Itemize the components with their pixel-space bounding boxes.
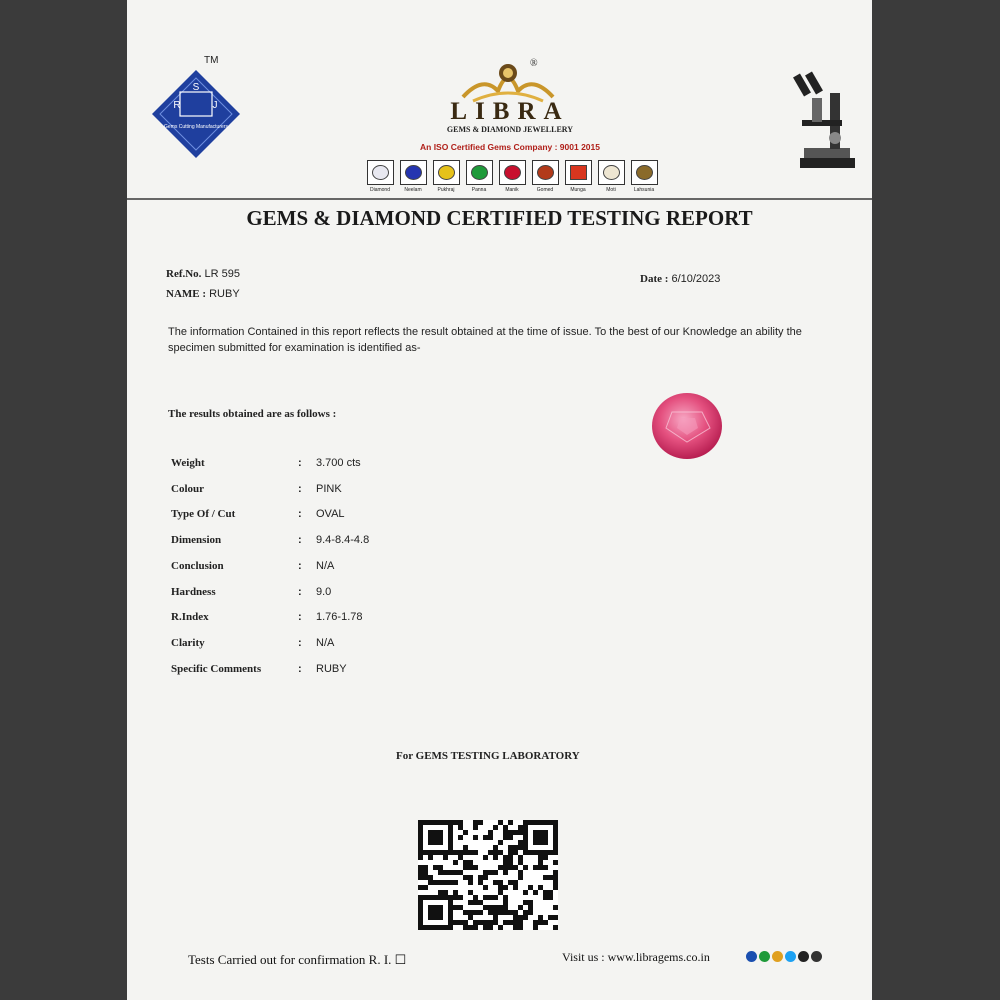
- date-value: 6/10/2023: [671, 273, 721, 285]
- website-link[interactable]: Visit us : www.libragems.co.in: [562, 950, 710, 964]
- srj-logo: [150, 68, 242, 160]
- result-row: [171, 663, 571, 683]
- info-paragraph: The information Contained in this report reflects the result obtained at the time of issue. To the best of our Knowledge an ability the specimen submitted for examination is identified as-: [168, 326, 802, 354]
- gem-label: Pukhraj: [437, 187, 455, 193]
- srj-letter: J: [212, 100, 218, 111]
- gem-item: [497, 160, 527, 193]
- registered-mark: ®: [530, 58, 538, 69]
- results-heading: The results obtained are as follows :: [168, 408, 337, 420]
- social-icon[interactable]: [746, 951, 757, 962]
- date-label: Date :: [640, 273, 669, 285]
- gem-item: [530, 160, 560, 193]
- brand-name: LIBRA: [450, 98, 570, 125]
- result-colon: :: [298, 559, 302, 572]
- result-label: R.Index: [171, 611, 209, 624]
- gem-item: [563, 160, 593, 193]
- result-colon: :: [298, 457, 302, 469]
- gem-item: [464, 160, 494, 193]
- gem-icons-row: [365, 160, 659, 193]
- gem-label: Diamond: [369, 187, 390, 193]
- srj-letter: S: [192, 82, 200, 93]
- qr-code: [418, 820, 558, 930]
- result-colon: :: [298, 662, 302, 675]
- brand-subtitle: GEMS & DIAMOND JEWELLERY: [446, 125, 574, 134]
- gem-swatch-icon: [565, 160, 592, 185]
- result-row: [171, 508, 571, 528]
- result-row: [171, 586, 571, 606]
- ref-value: LR 595: [204, 268, 240, 280]
- srj-tagline: Gems Cutting Manufacturers: [164, 124, 228, 130]
- result-colon: :: [298, 585, 302, 598]
- social-icon[interactable]: [785, 951, 796, 962]
- result-row: [171, 457, 571, 477]
- social-icon[interactable]: [759, 951, 770, 962]
- name-label: NAME :: [166, 288, 207, 300]
- result-value: 9.4-8.4-4.8: [316, 534, 370, 547]
- srj-letter: R: [173, 100, 181, 111]
- gem-label: Neelam: [404, 187, 422, 193]
- ref-number: [166, 268, 240, 280]
- result-row: [171, 611, 571, 631]
- gem-swatch-icon: [499, 160, 526, 185]
- social-icon[interactable]: [798, 951, 809, 962]
- name-value: RUBY: [209, 288, 240, 300]
- result-label: Conclusion: [171, 559, 224, 572]
- gem-item: [431, 160, 461, 193]
- result-colon: :: [298, 611, 302, 624]
- header-divider: [127, 198, 872, 200]
- gem-label: Munga: [570, 187, 586, 193]
- result-value: RUBY: [316, 662, 347, 675]
- gem-item: [629, 160, 659, 193]
- result-value: N/A: [316, 636, 335, 649]
- result-colon: :: [298, 508, 302, 521]
- trademark-mark: TM: [204, 55, 219, 66]
- result-row: [171, 560, 571, 580]
- social-icons: [746, 951, 822, 962]
- social-icon[interactable]: [772, 951, 783, 962]
- gem-swatch-icon: [400, 160, 427, 185]
- gem-item: [398, 160, 428, 193]
- report-date: [640, 273, 720, 285]
- ruby-gem-photo: [650, 390, 725, 462]
- gem-swatch-icon: [598, 160, 625, 185]
- gem-swatch-icon: [466, 160, 493, 185]
- tests-confirmation: Tests Carried out for confirmation R. I. ☐: [188, 952, 407, 967]
- result-row: [171, 534, 571, 554]
- result-colon: :: [298, 482, 302, 495]
- result-value: 3.700 cts: [316, 457, 361, 469]
- gem-label: Panna: [471, 187, 487, 193]
- result-value: N/A: [316, 559, 335, 572]
- iso-certification: An ISO Certified Gems Company : 9001 2015: [420, 142, 600, 152]
- result-label: Colour: [171, 482, 204, 495]
- result-row: [171, 637, 571, 657]
- gem-swatch-icon: [433, 160, 460, 185]
- result-label: Hardness: [171, 585, 216, 598]
- result-label: Specific Comments: [171, 662, 262, 675]
- social-icon[interactable]: [811, 951, 822, 962]
- result-colon: :: [298, 534, 302, 547]
- result-value: 9.0: [316, 585, 332, 598]
- result-colon: :: [298, 636, 302, 649]
- result-value: OVAL: [316, 508, 345, 521]
- microscope-icon: [790, 68, 860, 173]
- gem-swatch-icon: [631, 160, 658, 185]
- result-label: Weight: [171, 457, 205, 469]
- gem-item: [596, 160, 626, 193]
- gem-label: Moti: [606, 187, 616, 193]
- result-value: 1.76-1.78: [316, 611, 363, 624]
- ref-label: Ref.No.: [166, 268, 202, 280]
- result-label: Clarity: [171, 636, 205, 649]
- report-title: GEMS & DIAMOND CERTIFIED TESTING REPORT: [246, 206, 753, 230]
- gem-label: Manik: [505, 187, 519, 193]
- gem-swatch-icon: [532, 160, 559, 185]
- gem-label: Gomed: [536, 187, 554, 193]
- lab-signature-line: For GEMS TESTING LABORATORY: [396, 750, 580, 762]
- specimen-name: [166, 288, 240, 300]
- result-row: [171, 483, 571, 503]
- result-value: PINK: [316, 482, 342, 495]
- gem-swatch-icon: [367, 160, 394, 185]
- result-label: Type Of / Cut: [171, 508, 236, 521]
- gem-item: [365, 160, 395, 193]
- gem-label: Lahsunia: [633, 187, 655, 193]
- result-label: Dimension: [171, 534, 222, 547]
